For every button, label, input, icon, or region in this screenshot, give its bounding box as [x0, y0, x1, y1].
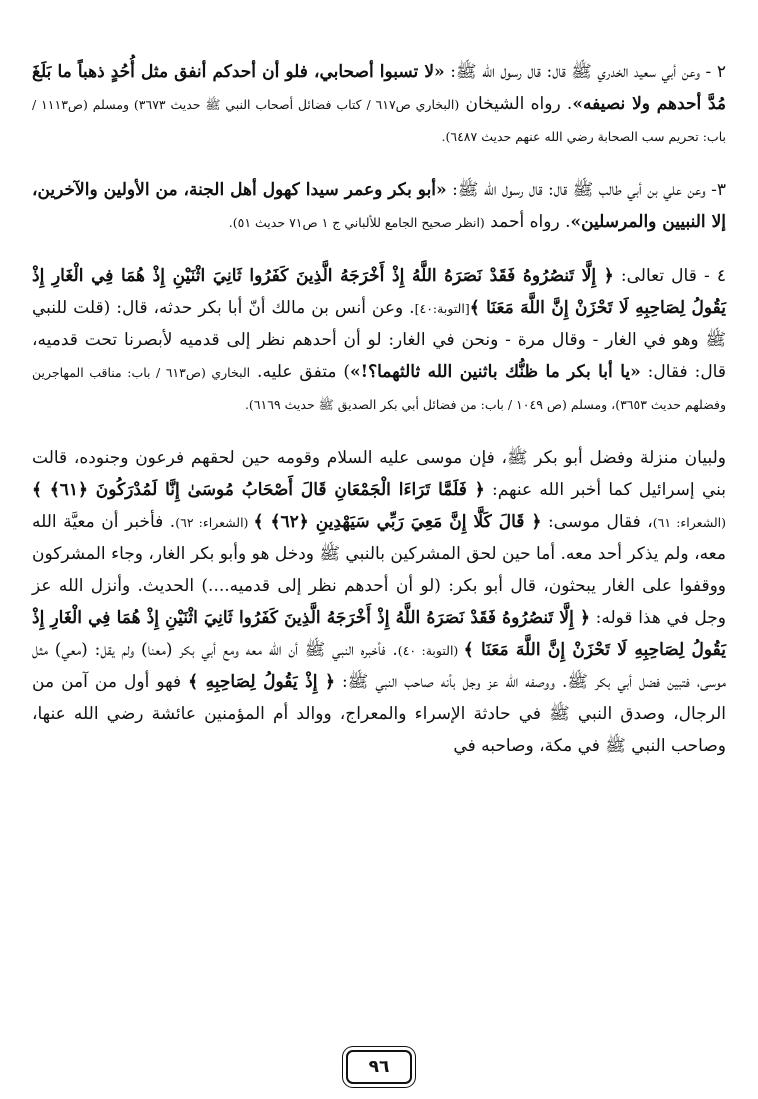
hadith-2-trail: . رواه الشيخان: [459, 94, 573, 114]
quran-verse-tawbah-40-repeat: ﴿ إِلَّا تَنصُرُوهُ فَقَدْ نَصَرَهُ اللَّهُ إِذْ أَخْرَجَهُ الَّذِينَ كَفَرُوا ثَانِيَ اثْنَيْنِ إِذْ هُمَا فِي الْغَارِ إِذْ يَقُولُ لِصَاحِبِهِ لَا تَحْزَنْ إِنَّ اللَّهَ مَعَنَا ﴾: [32, 608, 726, 660]
verse-reference: [التوبة:٤٠]: [414, 301, 470, 316]
verse-reference-62: (الشعراء: ٦٢): [175, 515, 254, 530]
page-text: [32, 56, 726, 784]
hadith-4-reference: البخاري (ص٦١٣ / باب: مناقب المهاجرين وفضلهم حديث ٣٦٥٣)، ومسلم (ص ١٠٤٩ / باب: من فضائل أبي بكر الصديق ﷺ حديث ٦١٦٩).: [32, 365, 726, 412]
hadith-2: [32, 56, 726, 152]
hadith-4: [32, 260, 726, 420]
commentary-text-1: ولبيان منزلة وفضل أبو بكر ﷺ، فإن موسى عليه السلام وقومه حين لحقهم فرعون وجنوده، قالت بني إسرائيل كما أخبر الله عنهم:: [32, 448, 726, 500]
hadith-4-lead: ٤ - قال تعالى:: [613, 266, 726, 286]
hadith-2-quote: «لا تسبوا أصحابي، فلو أن أحدكم أنفق مثل أُحُدٍ ذهباً ما بَلَغَ مُدَّ أحدهم ولا نصيفه»: [32, 62, 726, 114]
commentary-text-5: فهو أول من آمن من الرجال، وصدق النبي ﷺ في حادثة الإسراء والمعراج، ووالد أم المؤمنين عائشة رضي الله عنها، وصاحب النبي ﷺ في مكة، وصاحبه في: [32, 672, 726, 756]
hadith-3-reference: (انظر صحيح الجامع للألباني ج ١ ص٧١ حديث ٥١).: [228, 215, 485, 230]
quran-verse-shuara-62: ﴿ قَالَ كَلَّا إِنَّ مَعِيَ رَبِّي سَيَهْدِينِ ﴿٦٢﴾ ﴾: [253, 512, 542, 532]
hadith-2-lead: ٢ - وعن أبي سعيد الخدري ﷺ قال: قال رسول الله ﷺ:: [444, 62, 727, 82]
commentary-text-3: . فأخبر أن معيَّة الله معه، ولم يذكر أحد معه. أما حين لحق المشركين بالنبي ﷺ ودخل هو وأبو بكر الغار، وجاء المشركون ووقفوا على الغار يبحثون، قال أبو بكر: (لو أن أحدهم نظر إلى قدميه....) الحديث. وأنزل الله عز وجل في هذا قوله:: [32, 512, 727, 628]
hadith-4-quote: «يا أبا بكر ما ظنُّك باثنين الله ثالثهما؟!»: [350, 362, 641, 382]
quran-verse-shuara-61: ﴿ فَلَمَّا تَرَاءَا الْجَمْعَانِ قَالَ أَصْحَابُ مُوسَىٰ إِنَّا لَمُدْرَكُونَ ﴿٦١﴾ ﴾: [32, 480, 485, 500]
hadith-2-reference: (البخاري ص٦١٧ / كتاب فضائل أصحاب النبي ﷺ حديث ٣٦٧٣) ومسلم (ص١١١٣ / باب: تحريم سب الصحابة رضي الله عنهم حديث ٦٤٨٧).: [32, 97, 726, 144]
hadith-4-trail: ) متفق عليه.: [250, 362, 350, 382]
quran-verse-fragment: ﴿ إِذْ يَقُولُ لِصَاحِبِهِ ﴾: [188, 672, 335, 692]
hadith-3-lead: ٣- وعن علي بن أبي طالب ﷺ قال: قال رسول الله ﷺ:: [446, 180, 726, 200]
hadith-3-trail: . رواه أحمد: [484, 212, 571, 232]
commentary-paragraph: [32, 442, 726, 762]
commentary-text-4: . فأخبره النبي ﷺ أن الله معه ومع أبي بكر (معنا) ولم يقل: (معي) مثل موسى، فتبين فضل أبي بكر ﷺ. ووصفه الله عز وجل بأنه صاحب النبي ﷺ:: [32, 640, 726, 692]
page-footer: [0, 1050, 758, 1084]
quran-verse-tawbah-40: ﴿ إِلَّا تَنصُرُوهُ فَقَدْ نَصَرَهُ اللَّهُ إِذْ أَخْرَجَهُ الَّذِينَ كَفَرُوا ثَانِيَ اثْنَيْنِ إِذْ هُمَا فِي الْغَارِ إِذْ يَقُولُ لِصَاحِبِهِ لَا تَحْزَنْ إِنَّ اللَّهَ مَعَنَا ﴾: [32, 266, 726, 318]
verse-reference-61: (الشعراء: ٦١): [652, 515, 726, 530]
hadith-3-quote: «أبو بكر وعمر سيدا كهول أهل الجنة، من الأولين والآخرين، إلا النبيين والمرسلين»: [32, 180, 726, 232]
hadith-4-body: . وعن أنس بن مالك أنّ أبا بكر حدثه، قال: (قلت للنبي ﷺ وهو في الغار - وقال مرة - ونحن في الغار: لو أن أحدهم نظر إلى قدميه لأبصرنا تحت قدميه، قال: فقال:: [32, 298, 726, 382]
hadith-3: [32, 174, 726, 238]
page-number: ٩٦: [346, 1050, 412, 1084]
commentary-text-2: ، فقال موسى:: [541, 512, 653, 532]
verse-reference-40: (التوبة: ٤٠): [397, 643, 464, 658]
